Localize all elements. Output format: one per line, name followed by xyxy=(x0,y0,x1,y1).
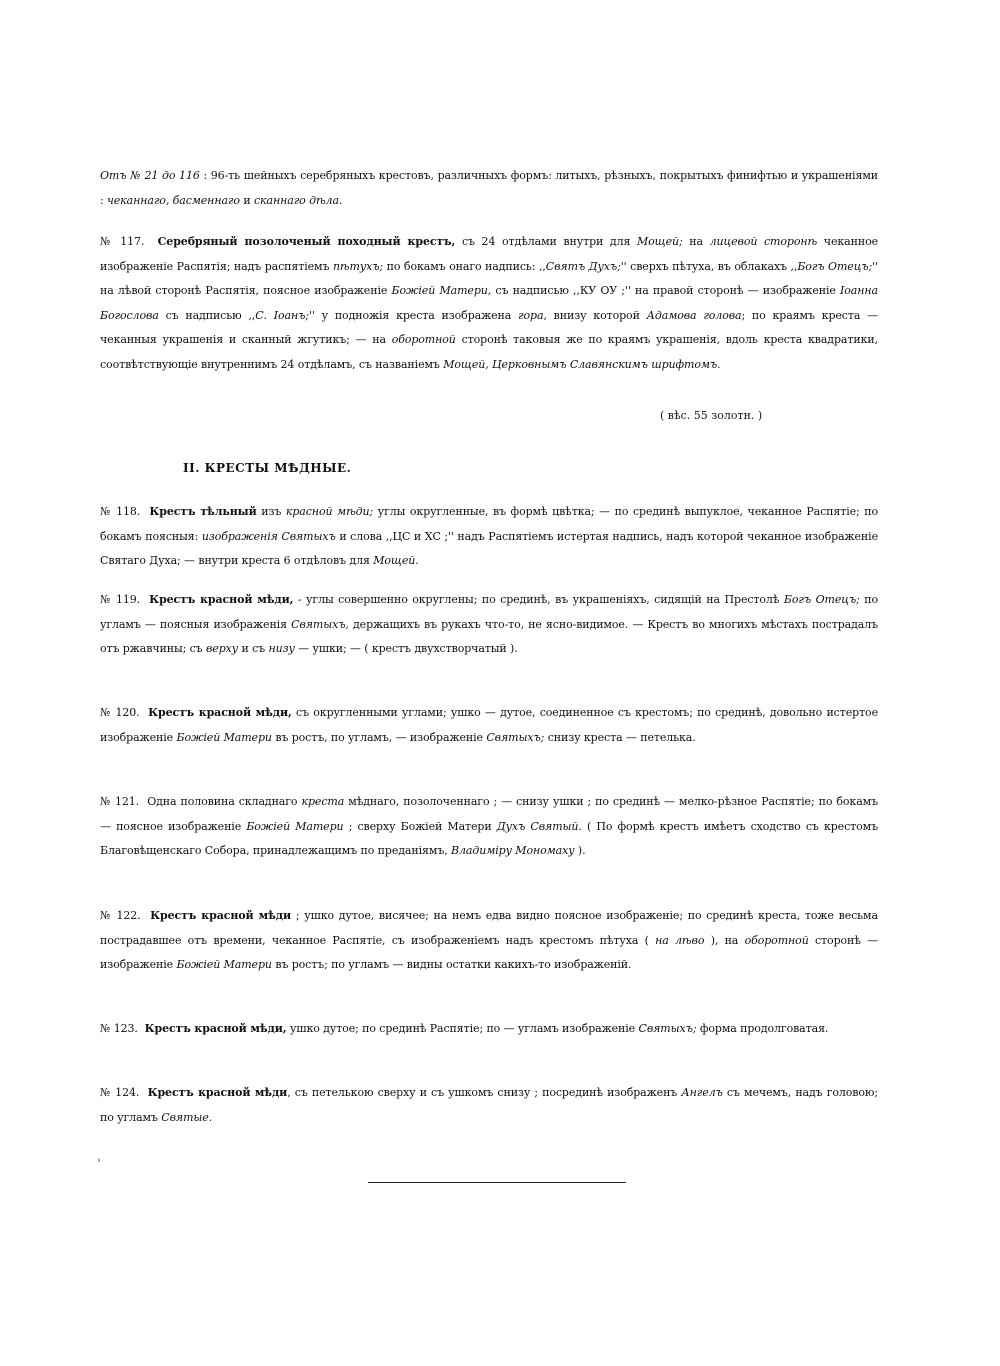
entry-text: Одна половина складнаго xyxy=(147,795,298,808)
entry-text: ( По формѣ крестъ имѣетъ сходство съ крестомъ Благовѣщенскаго Собора, принадлежащимъ по преданіямъ, xyxy=(100,819,878,857)
entry-text: ; по краямъ креста — чеканныя украшенія и сканный жгутикъ; — на xyxy=(100,308,879,346)
entry-number: № 119. xyxy=(100,593,141,606)
entry-italic: Божіей Матери xyxy=(176,730,272,744)
entry-text: ; ушко дутое, висячее; на немъ едва видно поясное изображеніе; по срединѣ креста, тоже весьма пострадавшее отъ времени, чеканное Распятіе, съ изображеніемъ надъ крестомъ пѣтуха ( xyxy=(100,909,878,947)
entry-title: Крестъ тѣльный xyxy=(149,505,257,518)
section-heading: II. КРЕСТЫ МѢДНЫЕ. xyxy=(183,461,352,475)
entry-title: Крестъ красной мѣди xyxy=(147,1086,288,1099)
entry-italic: Богъ Отецъ; xyxy=(783,593,860,606)
entry-italic: Святыхъ, xyxy=(291,617,349,631)
entry-title: Серебряный позолоченый походный крестъ, xyxy=(157,235,456,248)
entry-text: '' у подножія креста изображена xyxy=(308,308,512,322)
entry-text: и слова ,,ЦС и ХС ;'' надъ Распятіемъ истертая надпись, надъ которой чеканное изображеніе Святаго Духа; — внутри креста 6 отдѣловъ для xyxy=(100,529,878,567)
intro-range: Отъ № 21 до 116 xyxy=(100,169,200,182)
entry-124 xyxy=(100,1081,878,1130)
entry-italic: Богъ Отецъ; xyxy=(797,259,873,273)
entry-text: ушко дутое; по срединѣ Распятіе; по — угламъ изображеніе xyxy=(289,1022,636,1035)
stray-mark: › xyxy=(97,1156,101,1166)
intro-and: и xyxy=(243,193,251,207)
entry-123 xyxy=(100,1017,878,1042)
entry-text: съ 24 отдѣлами внутри для xyxy=(461,235,631,248)
entry-italic: Мощей. xyxy=(373,554,419,567)
entry-text: , съ петелькою сверху и съ ушкомъ снизу ; посрединѣ изображенъ xyxy=(287,1086,678,1099)
entry-117 xyxy=(100,230,878,377)
entry-text: въ ростъ; по угламъ — видны остатки какихъ-то изображеній. xyxy=(275,958,632,971)
entry-italic: С. Іоанъ; xyxy=(255,308,309,322)
intro-styles: чеканнаго, басменнаго xyxy=(107,193,240,207)
entry-121 xyxy=(100,790,878,864)
entry-title: Крестъ красной мѣди, xyxy=(148,706,292,719)
entry-italic: Ангелъ xyxy=(681,1086,723,1099)
entry-italic: креста xyxy=(301,795,345,808)
entry-number: № 123. xyxy=(100,1022,138,1035)
intro-paragraph xyxy=(100,164,878,213)
entry-italic: Святъ Духъ; xyxy=(545,259,621,273)
entry-number: № 122. xyxy=(100,909,141,922)
entry-text: - углы совершенно округлены; по срединѣ, въ украшеніяхъ, сидящій на Престолѣ xyxy=(297,593,780,606)
entry-italic: Духъ Святый. xyxy=(496,819,582,833)
entry-italic: оборотной xyxy=(744,933,809,947)
entry-title: Крестъ красной мѣди xyxy=(150,909,292,922)
entry-118 xyxy=(100,500,878,574)
entry-italic: Святые. xyxy=(161,1110,213,1124)
entry-italic: лицевой сторонѣ xyxy=(709,235,818,248)
entry-title: Крестъ красной мѣди, xyxy=(149,593,294,606)
entry-italic: изображенія Святыхъ xyxy=(201,529,336,543)
entry-text: по бокамъ онаго надпись: ,, xyxy=(386,259,546,273)
entry-text: по угламъ — поясныя изображенія xyxy=(100,593,879,631)
entry-text: '' сверхъ пѣтуха, въ облакахъ ,, xyxy=(620,259,798,273)
intro-text: : 96-ть шейныхъ серебряныхъ крестовъ, различныхъ формъ: литыхъ, рѣзныхъ, покрытыхъ финифтью и украшеніями : xyxy=(100,169,879,207)
entry-text: форма продолговатая. xyxy=(699,1022,829,1035)
entry-italic: Адамова голова xyxy=(646,308,742,322)
entry-italic: гора xyxy=(518,308,544,322)
entry-text: '' на лѣвой сторонѣ Распятія, поясное изображеніе xyxy=(100,259,878,297)
entry-title: Крестъ красной мѣди, xyxy=(144,1022,287,1035)
entry-text: сторонѣ таковыя же по краямъ украшенія, вдоль креста квадратики, соотвѣтствующіе внутреннимъ 24 отдѣламъ, съ названіемъ xyxy=(100,333,878,371)
entry-number: № 118. xyxy=(100,505,141,518)
entry-text: съ надписью ,, xyxy=(165,308,256,322)
entry-italic: Святыхъ; xyxy=(486,730,545,744)
entry-italic: Мощей, Церковнымъ Славянскимъ шрифтомъ. xyxy=(443,357,721,371)
entry-text: съ надписью ,,КУ ОУ ;'' на правой сторонѣ — изображеніе xyxy=(495,284,836,297)
entry-italic: Божіей Матери, xyxy=(391,284,492,297)
entry-text: снизу креста — петелька. xyxy=(547,730,696,744)
entry-text: изъ xyxy=(261,505,282,518)
entry-text: держащихъ въ рукахъ что-то, не ясно-видимое. — Крестъ во многихъ мѣстахъ пострадалъ отъ ржавчины; съ xyxy=(100,617,879,655)
entry-text: чеканное изображеніе Распятія; надъ распятіемъ xyxy=(100,235,879,273)
entry-text: — ушки; — ( крестъ двухстворчатый ). xyxy=(298,642,518,655)
entry-italic: Божіей Матери xyxy=(176,958,272,971)
entry-text: ), на xyxy=(710,933,739,947)
entry-number: № 120. xyxy=(100,706,140,719)
entry-italic: Владиміру Мономаху xyxy=(451,844,575,857)
entry-italic: оборотной xyxy=(391,333,456,346)
entry-italic: красной мѣди; xyxy=(285,505,374,518)
entry-italic: Святыхъ; xyxy=(638,1022,697,1035)
entry-text: съ округленными углами; ушко — дутое, соединенное съ крестомъ; по срединѣ, довольно истертое изображеніе xyxy=(100,706,878,744)
intro-last: сканнаго дѣла. xyxy=(253,193,343,207)
entry-italic: пѣтухъ; xyxy=(332,259,384,273)
entry-italic: Мощей; xyxy=(637,235,683,248)
end-divider xyxy=(368,1182,626,1183)
entry-text: , внизу которой xyxy=(543,308,640,322)
entry-text: сторонѣ — изображеніе xyxy=(100,933,878,971)
entry-119 xyxy=(100,588,878,662)
entry-122 xyxy=(100,904,878,978)
entry-text: съ мечемъ, надъ головою; по угламъ xyxy=(100,1086,879,1124)
entry-italic: верху xyxy=(205,642,239,655)
entry-text: ). xyxy=(577,844,586,857)
entry-117-weight: ( вѣс. 55 золотн. ) xyxy=(660,409,763,422)
entry-number: № 117. xyxy=(100,235,145,248)
entry-text: ; сверху Божіей Матери xyxy=(348,819,492,833)
entry-italic: на лѣво xyxy=(655,933,705,947)
entry-italic: Божіей Матери xyxy=(246,819,344,833)
entry-text: мѣднаго, позолоченнаго ; — снизу ушки ; по срединѣ — мелко-рѣзное Распятіе; по бокамъ — поясное изображеніе xyxy=(100,795,879,833)
entry-text: углы округленные, въ формѣ цвѣтка; — по срединѣ выпуклое, чеканное Распятіе; по бокамъ поясныя: xyxy=(100,505,878,543)
entry-120 xyxy=(100,701,878,750)
entry-italic: Іоанна Богослова xyxy=(100,284,879,322)
entry-number: № 121. xyxy=(100,795,140,808)
entry-number: № 124. xyxy=(100,1086,140,1099)
entry-italic: низу xyxy=(268,642,295,655)
entry-text: въ ростъ, по угламъ, — изображеніе xyxy=(275,730,483,744)
entry-text: и съ xyxy=(241,642,266,655)
entry-text: на xyxy=(689,235,703,248)
